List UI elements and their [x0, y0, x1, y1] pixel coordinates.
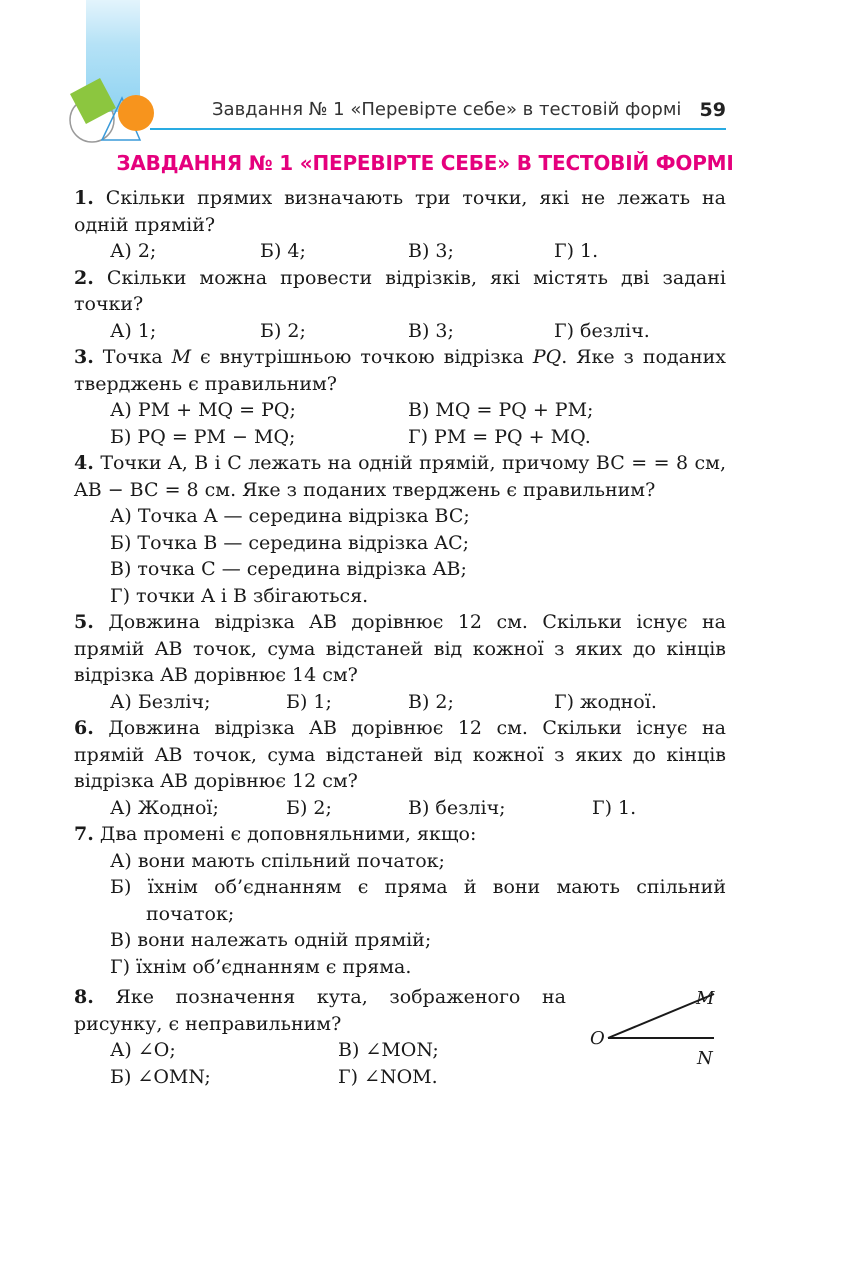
- question-7: 7. Два промені є доповняльними, якщо:: [74, 823, 477, 845]
- answer-option: В) точка C — середина відрізка AB;: [110, 558, 467, 580]
- answer-option: Б) 2;: [286, 796, 332, 819]
- geometric-shapes-logo: [62, 70, 162, 145]
- page-title: ЗАВДАННЯ № 1 «ПЕРЕВІРТЕ СЕБЕ» В ТЕСТОВІЙ ФОРМІ: [116, 151, 734, 175]
- answers-3-row1: [74, 397, 726, 424]
- answer-option: Г) жодної.: [554, 690, 657, 713]
- answer-option: Б) їхнім об’єднанням є пряма й вони мають спільний початок;: [110, 876, 726, 925]
- answer-option: Б) 1;: [286, 690, 332, 713]
- answer-option: А) 2;: [110, 240, 157, 262]
- answer-option: В) 2;: [408, 690, 454, 713]
- answer-option: А) Точка A — середина відрізка BC;: [110, 505, 470, 527]
- answer-option: Г) ∠NOM.: [338, 1065, 438, 1088]
- answer-option: Б) PQ = PM − MQ;: [110, 425, 296, 448]
- answer-option: В) 3;: [408, 319, 454, 342]
- answer-option: А) PM + MQ = PQ;: [110, 399, 296, 421]
- answer-option: Г) безліч.: [554, 319, 650, 342]
- answer-option: А) ∠O;: [110, 1039, 176, 1061]
- answer-option: А) Жодної;: [110, 796, 219, 819]
- answer-option: В) MQ = PQ + PM;: [408, 399, 594, 421]
- question-3: 3. Точка M є внутрішньою точкою відрізка PQ. Яке з поданих тверджень є правильним?: [74, 346, 726, 395]
- answer-option: Б) 4;: [260, 240, 306, 262]
- angle-figure: [586, 988, 736, 1088]
- answer-option: А) Безліч;: [110, 690, 211, 713]
- answer-option: А) 1;: [110, 319, 157, 342]
- answer-option: Б) Точка B — середина відрізка AC;: [110, 531, 470, 554]
- answer-option: В) 3;: [408, 240, 454, 262]
- question-5: 5. Довжина відрізка AB дорівнює 12 см. Скільки існує на прямій AB точок, сума відстаней від кожної з яких до кінців відрізка AB дорівнює 14 см?: [74, 611, 726, 686]
- page-number: 59: [699, 99, 726, 121]
- answers-2: [74, 318, 726, 345]
- answer-option: В) вони належать одній прямій;: [110, 929, 432, 951]
- answer-option: Г) їхнім об’єднанням є пряма.: [110, 955, 412, 978]
- answers-6: [74, 795, 726, 822]
- question-2: 2. Скільки можна провести відрізків, які містять дві задані точки?: [74, 266, 726, 315]
- test-content: [74, 185, 726, 1090]
- answer-option: Г) 1.: [592, 796, 637, 819]
- answer-option: Б) 2;: [260, 319, 306, 342]
- label-n: N: [697, 1048, 713, 1069]
- answers-5: [74, 689, 726, 716]
- running-header: Завдання № 1 «Перевірте себе» в тестовій формі: [212, 99, 682, 120]
- question-6: 6. Довжина відрізка AB дорівнює 12 см. Скільки існує на прямій AB точок, сума відстаней від кожної з яких до кінців відрізка AB дорівнює 12 см?: [74, 717, 726, 792]
- answers-3-row2: [74, 424, 726, 451]
- question-1: 1. Скільки прямих визначають три точки, які не лежать на одній прямій?: [74, 187, 727, 236]
- answer-option: Г) PM = PQ + MQ.: [408, 425, 591, 448]
- label-o: O: [590, 1028, 605, 1049]
- answer-option: Г) 1.: [554, 240, 599, 262]
- answer-option: А) вони мають спільний початок;: [110, 849, 445, 872]
- answer-option: В) безліч;: [408, 796, 506, 819]
- question-8-block: [74, 984, 726, 1090]
- question-8: 8. Яке позначення кута, зображеного на рисунку, є неправильним?: [74, 986, 566, 1035]
- answer-option: В) ∠MON;: [338, 1039, 439, 1061]
- header-rule: [150, 128, 726, 130]
- answer-option: Б) ∠OMN;: [110, 1065, 211, 1088]
- answer-option: Г) точки A і B збігаються.: [110, 584, 369, 607]
- answers-1: [74, 238, 726, 265]
- question-4: 4. Точки A, B і C лежать на одній прямій, причому BC = = 8 см, AB − BC = 8 см. Яке з поданих тверджень є правильним?: [74, 452, 726, 501]
- label-m: M: [696, 988, 715, 1009]
